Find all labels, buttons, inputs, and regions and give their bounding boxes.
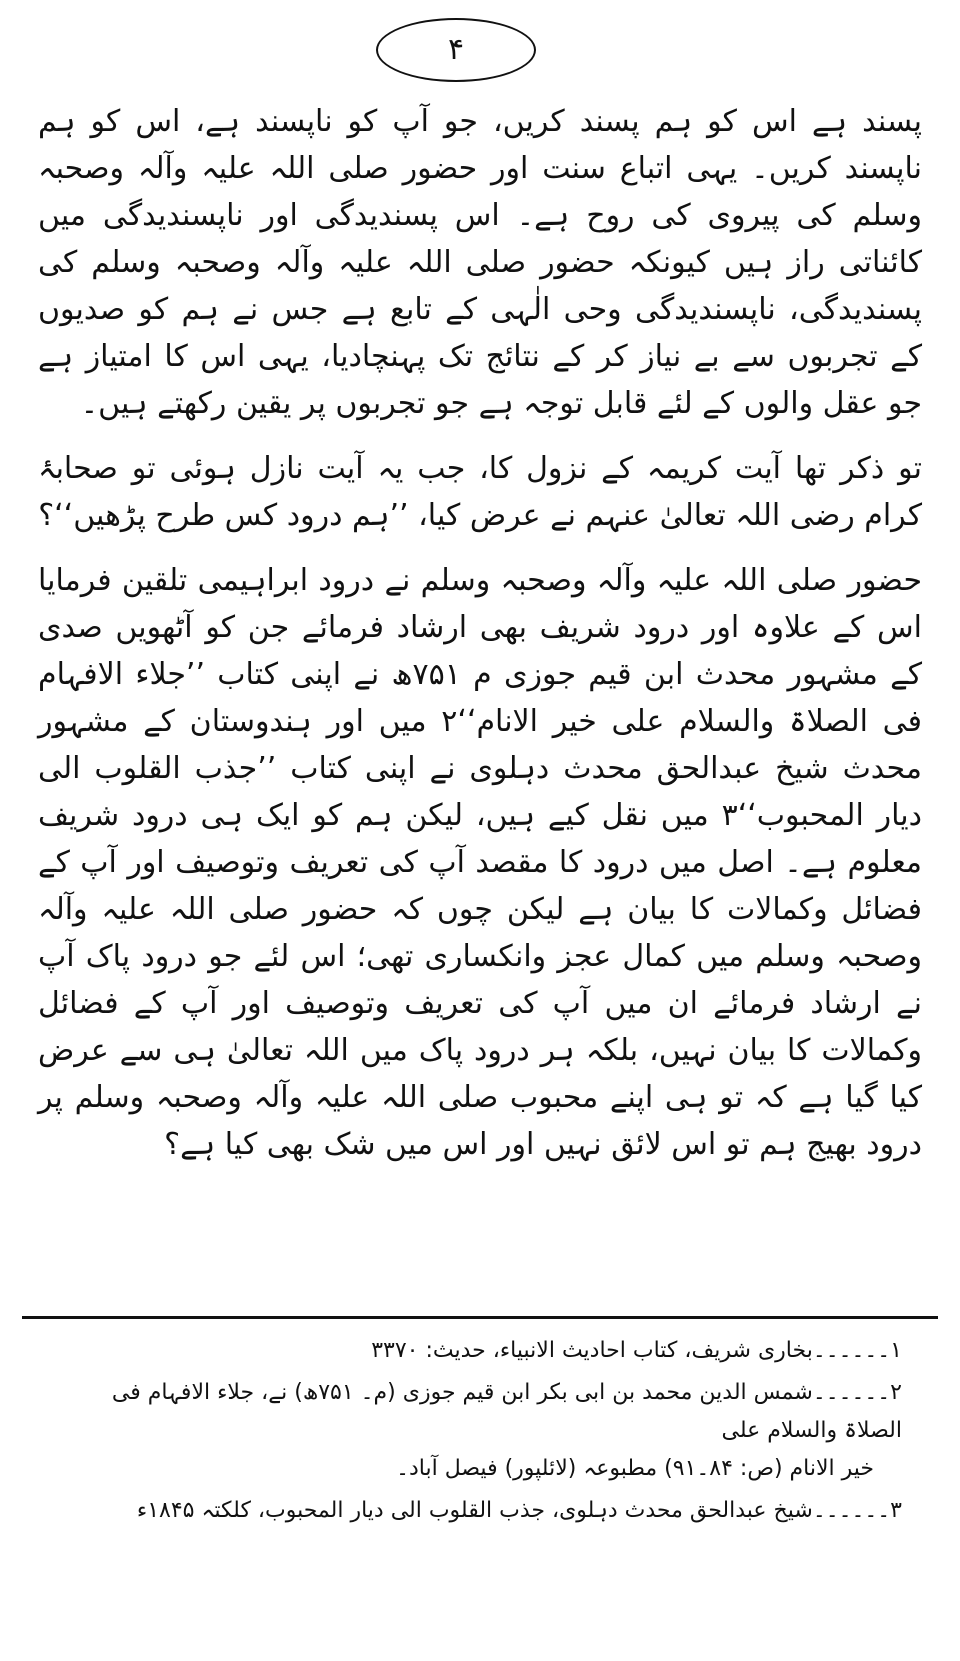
paragraph-3: حضور صلی اللہ علیہ وآلہ وصحبہ وسلم نے درود ابراہیمی تلقین فرمایا اس کے علاوہ اور درود شریف بھی ارشاد فرمائے جن کو آٹھویں صدی کے مشہور محدث ابن قیم جوزی م ۷۵۱ھ نے اپنی کتاب ’’جلاء الافہام فی الصلاۃ والسلام علی خیر الانام‘‘۲ میں اور ہندوستان کے مشہور محدث شیخ عبدالحق محدث دہلوی نے اپنی کتاب ’’جذب القلوب الی دیار المحبوب‘‘۳ میں نقل کیے ہیں، لیکن ہم کو ایک ہی درود شریف معلوم ہے۔ اصل میں درود کا مقصد آپ کی تعریف وتوصیف اور آپ کے فضائل وکمالات کا بیان ہے لیکن چوں کہ حضور صلی اللہ علیہ وآلہ وصحبہ وسلم میں کمال عجز وانکساری تھی؛ اس لئے جو درود پاک آپ نے ارشاد فرمائے ان میں آپ کی تعریف وتوصیف اور آپ کے فضائل وکمالات کا بیان نہیں، بلکہ ہر درود پاک میں اللہ تعالیٰ ہی سے عرض کیا گیا ہے کہ تو ہی اپنے محبوب صلی اللہ علیہ وآلہ وصحبہ وسلم پر درود بھیج ہم تو اس لائق نہیں اور اس میں شک بھی کیا ہے؟ [38,563,923,1162]
footnote-2-text: ۲۔۔۔۔۔۔شمس الدین محمد بن ابی بکر ابن قیم جوزی (م۔ ۷۵۱ھ) نے، جلاء الافہام فی الصلاۃ والسلام علی [111,1380,902,1443]
footnote-3 [60,1492,902,1530]
paragraph-2: تو ذکر تھا آیت کریمہ کے نزول کا، جب یہ آیت نازل ہوئی تو صحابۂ کرام رضی اللہ تعالیٰ عنہم نے عرض کیا، ’’ہم درود کس طرح پڑھیں‘‘؟ [38,451,922,533]
main-text [38,98,922,1168]
footnotes [60,1332,902,1534]
footnote-2 [60,1374,902,1488]
page-number-oval [376,18,536,82]
page-number: ۴ [447,32,465,67]
footnote-1-text: ۱۔۔۔۔۔۔بخاری شریف، کتاب احادیث الانبیاء، حدیث: ۳۳۷۰ [371,1338,902,1363]
footnote-3-text: ۳۔۔۔۔۔۔شیخ عبدالحق محدث دہلوی، جذب القلوب الی دیار المحبوب، کلکتہ ۱۸۴۵ء [136,1498,902,1523]
paragraph-1: پسند ہے اس کو ہم پسند کریں، جو آپ کو ناپسند ہے، اس کو ہم ناپسند کریں۔ یہی اتباع سنت اور حضور صلی اللہ علیہ وآلہ وصحبہ وسلم کی پیروی کی روح ہے۔ اس پسندیدگی اور ناپسندیدگی میں کائناتی راز ہیں کیونکہ حضور صلی اللہ علیہ وآلہ وصحبہ وسلم کی پسندیدگی، ناپسندیدگی وحی الٰہی کے تابع ہے جس نے ہم کو صدیوں کے تجربوں سے بے نیاز کر کے نتائج تک پہنچادیا، یہی اس کا امتیاز ہے جو عقل والوں کے لئے قابل توجہ ہے جو تجربوں پر یقین رکھتے ہیں۔ [38,104,922,421]
footnote-2-continuation: خیر الانام (ص: ۸۴۔۹۱) مطبوعہ (لائلپور) فیصل آباد۔ [396,1456,874,1481]
footnote-divider [22,1316,938,1319]
footnote-1 [60,1332,902,1370]
